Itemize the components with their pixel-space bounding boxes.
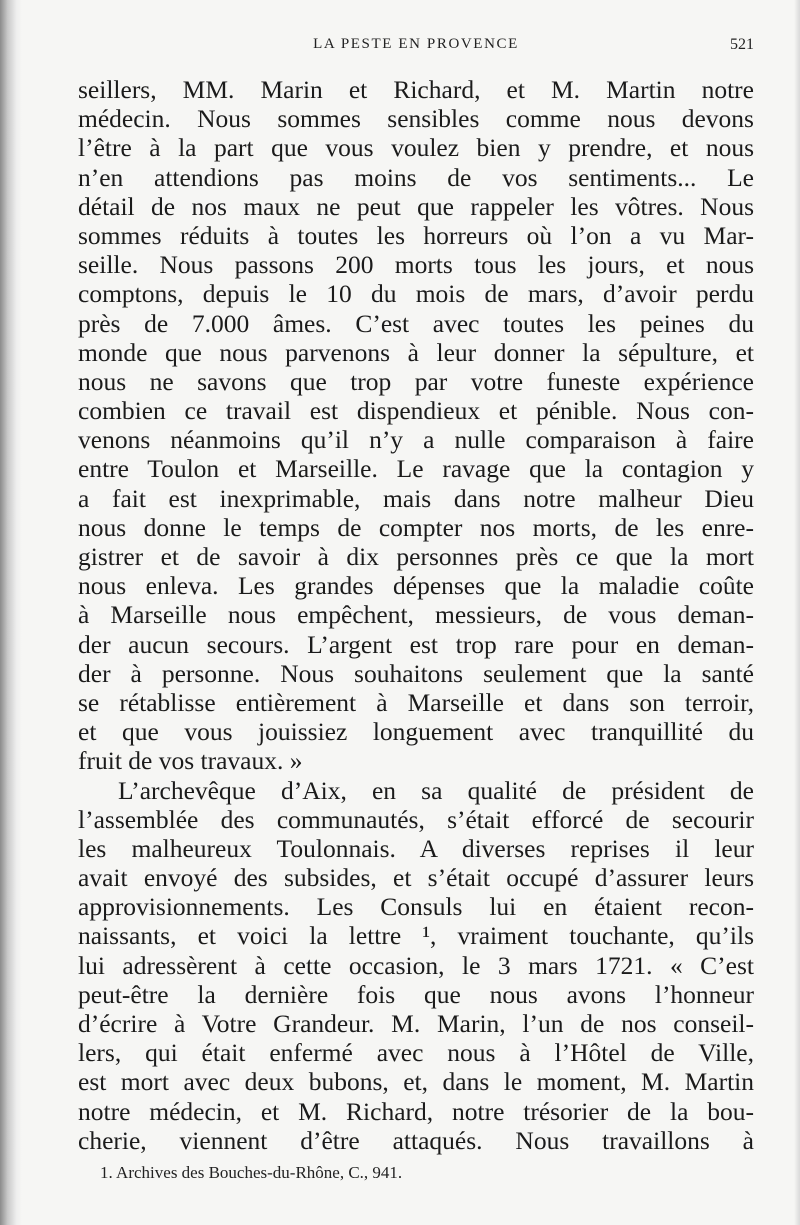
text-line: a fait est inexprimable, mais dans notre malheur Dieu [78, 483, 754, 513]
page-number: 521 [730, 36, 754, 53]
text-line: cherie, viennent d’être attaqués. Nous travaillons à [78, 1125, 754, 1155]
text-line: avait envoyé des subsides, et s’était occupé d’assurer leurs [78, 863, 754, 893]
text-line: et que vous jouissiez longuement avec tranquillité du [78, 717, 754, 747]
text-line: médecin. Nous sommes sensibles comme nous devons [78, 104, 754, 134]
text-line: sommes réduits à toutes les horreurs où l’on a vu Mar- [78, 220, 754, 250]
text-line: nous donne le temps de compter nos morts, de les enre- [78, 512, 754, 542]
text-line: est mort avec deux bubons, et, dans le moment, M. Martin [78, 1067, 754, 1097]
body-text [78, 75, 754, 1155]
text-line: naissants, et voici la lettre ¹, vraiment touchante, qu’ils [78, 921, 754, 951]
text-line: l’assemblée des communautés, s’était efforcé de secourir [78, 804, 754, 834]
text-line: l’être à la part que vous voulez bien y prendre, et nous [78, 133, 754, 163]
text-line: les malheureux Toulonnais. A diverses reprises il leur [78, 833, 754, 863]
text-line: combien ce travail est dispendieux et pénible. Nous con- [78, 396, 754, 426]
text-line: seillers, MM. Marin et Richard, et M. Martin notre [78, 75, 754, 104]
text-line: lers, qui était enfermé avec nous à l’Hôtel de Ville, [78, 1038, 754, 1068]
paragraph-end-line: fruit de vos travaux. » [78, 746, 303, 776]
text-line: venons néanmoins qu’il n’y a nulle comparaison à faire [78, 425, 754, 455]
text-line: se rétablisse entièrement à Marseille et dans son terroir, [78, 687, 754, 717]
text-line: monde que nous parvenons à leur donner la sépulture, et [78, 337, 754, 367]
text-line: d’écrire à Votre Grandeur. M. Marin, l’un de nos conseil- [78, 1009, 754, 1038]
footnote: 1. Archives des Bouches-du-Rhône, C., 941. [100, 1163, 403, 1182]
text-line: nous ne savons que trop par votre funeste expérience [78, 366, 754, 396]
text-line: peut-être la dernière fois que nous avons l’honneur [78, 979, 754, 1009]
binding-shadow [0, 0, 22, 1225]
running-title: LA PESTE EN PROVENCE [313, 36, 519, 52]
text-line: détail de nos maux ne peut que rappeler les vôtres. Nous [78, 191, 754, 221]
text-line: près de 7.000 âmes. C’est avec toutes les peines du [78, 308, 754, 338]
text-line: entre Toulon et Marseille. Le ravage que la contagion y [78, 454, 754, 484]
text-line: approvisionnements. Les Consuls lui en étaient recon- [78, 892, 754, 922]
text-line: à Marseille nous empêchent, messieurs, de vous deman- [78, 600, 754, 630]
text-line: gistrer et de savoir à dix personnes près ce que la mort [78, 542, 754, 571]
text-line: lui adressèrent à cette occasion, le 3 mars 1721. « C’est [78, 950, 754, 980]
page-header [78, 36, 754, 58]
page-edge [794, 0, 800, 1225]
text-line: n’en attendions pas moins de vos sentiments... Le [78, 162, 754, 192]
text-line: comptons, depuis le 10 du mois de mars, d’avoir perdu [78, 279, 754, 309]
text-line: der aucun secours. L’argent est trop rare pour en deman- [78, 629, 754, 659]
text-line: seille. Nous passons 200 morts tous les jours, et nous [78, 250, 754, 280]
text-line: der à personne. Nous souhaitons seulement que la santé [78, 658, 754, 688]
paragraph-start-line: L’archevêque d’Aix, en sa qualité de président de [118, 775, 754, 805]
text-line: notre médecin, et M. Richard, notre trésorier de la bou- [78, 1096, 754, 1126]
text-line: nous enleva. Les grandes dépenses que la maladie coûte [78, 571, 754, 601]
